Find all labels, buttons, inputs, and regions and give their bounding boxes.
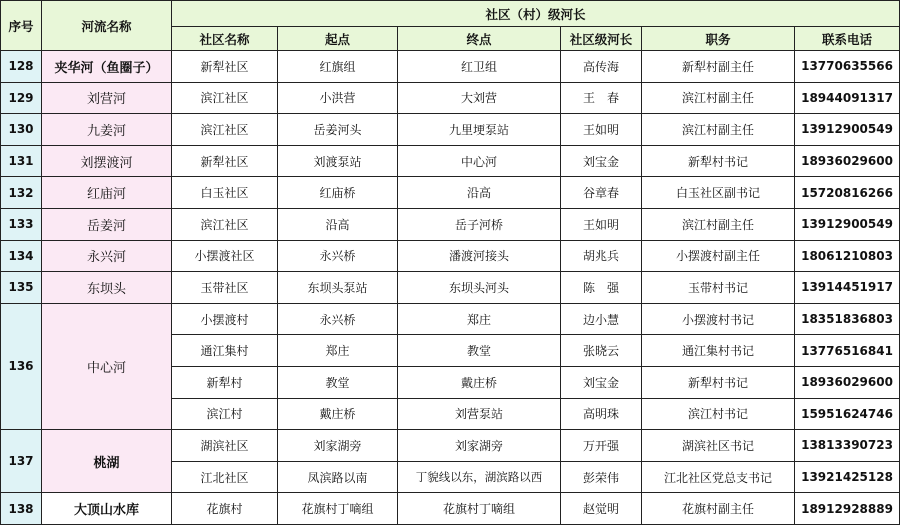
phone: 18351836803 [795, 303, 900, 335]
position: 玉带村书记 [642, 272, 795, 304]
row-index: 131 [1, 145, 42, 177]
phone: 13770635566 [795, 51, 900, 83]
start-point: 凤滨路以南 [278, 461, 398, 493]
community-name: 新犁村 [172, 366, 278, 398]
header-river-name: 河流名称 [42, 1, 172, 51]
position: 滨江村副主任 [642, 82, 795, 114]
phone: 13921425128 [795, 461, 900, 493]
start-point: 刘家湖旁 [278, 430, 398, 462]
community-name: 滨江社区 [172, 82, 278, 114]
position: 滨江村副主任 [642, 114, 795, 146]
row-index: 138 [1, 493, 42, 525]
community-name: 新犁社区 [172, 51, 278, 83]
position: 新犁村书记 [642, 145, 795, 177]
phone: 15720816266 [795, 177, 900, 209]
end-point: 九里埂泵站 [398, 114, 561, 146]
table-row [1, 177, 900, 209]
table-row [1, 82, 900, 114]
position: 湖滨社区书记 [642, 430, 795, 462]
table-row [1, 240, 900, 272]
row-index: 136 [1, 303, 42, 429]
chief-name: 边小慧 [561, 303, 642, 335]
river-name: 夹华河（鱼圈子） [42, 51, 172, 83]
position: 滨江村副主任 [642, 208, 795, 240]
river-name: 大顶山水库 [42, 493, 172, 525]
community-name: 小摆渡村 [172, 303, 278, 335]
community-name: 滨江村 [172, 398, 278, 430]
phone: 13912900549 [795, 208, 900, 240]
header-index: 序号 [1, 1, 42, 51]
end-point: 花旗村丁嘀组 [398, 493, 561, 525]
community-name: 滨江社区 [172, 208, 278, 240]
position: 小摆渡村副主任 [642, 240, 795, 272]
position: 江北社区党总支书记 [642, 461, 795, 493]
chief-name: 陈 强 [561, 272, 642, 304]
phone: 18944091317 [795, 82, 900, 114]
header-end: 终点 [398, 27, 561, 51]
chief-name: 高传海 [561, 51, 642, 83]
start-point: 刘渡泵站 [278, 145, 398, 177]
community-name: 湖滨社区 [172, 430, 278, 462]
row-index: 135 [1, 272, 42, 304]
phone: 18936029600 [795, 145, 900, 177]
phone: 13776516841 [795, 335, 900, 367]
chief-name: 王 春 [561, 82, 642, 114]
start-point: 红旗组 [278, 51, 398, 83]
end-point: 大刘营 [398, 82, 561, 114]
start-point: 红庙桥 [278, 177, 398, 209]
community-name: 通江集村 [172, 335, 278, 367]
end-point: 戴庄桥 [398, 366, 561, 398]
start-point: 戴庄桥 [278, 398, 398, 430]
row-index: 128 [1, 51, 42, 83]
community-name: 江北社区 [172, 461, 278, 493]
end-point: 教堂 [398, 335, 561, 367]
phone: 15951624746 [795, 398, 900, 430]
phone: 18912928889 [795, 493, 900, 525]
table-row [1, 303, 900, 335]
chief-name: 刘宝金 [561, 366, 642, 398]
river-name: 刘摆渡河 [42, 145, 172, 177]
river-name: 岳姜河 [42, 208, 172, 240]
end-point: 刘营泵站 [398, 398, 561, 430]
end-point: 东坝头河头 [398, 272, 561, 304]
river-name: 东坝头 [42, 272, 172, 304]
community-name: 滨江社区 [172, 114, 278, 146]
row-index: 137 [1, 430, 42, 493]
start-point: 永兴桥 [278, 303, 398, 335]
row-index: 134 [1, 240, 42, 272]
community-name: 玉带社区 [172, 272, 278, 304]
phone: 13912900549 [795, 114, 900, 146]
end-point: 刘家湖旁 [398, 430, 561, 462]
header-community: 社区名称 [172, 27, 278, 51]
river-name: 永兴河 [42, 240, 172, 272]
table-row [1, 208, 900, 240]
chief-name: 胡兆兵 [561, 240, 642, 272]
start-point: 沿高 [278, 208, 398, 240]
community-name: 新犁社区 [172, 145, 278, 177]
river-name: 九姜河 [42, 114, 172, 146]
table-row [1, 430, 900, 462]
start-point: 小洪营 [278, 82, 398, 114]
end-point: 沿高 [398, 177, 561, 209]
chief-name: 谷章春 [561, 177, 642, 209]
community-name: 白玉社区 [172, 177, 278, 209]
end-point: 岳子河桥 [398, 208, 561, 240]
header-group: 社区（村）级河长 [172, 1, 900, 27]
row-index: 133 [1, 208, 42, 240]
table-row [1, 114, 900, 146]
chief-name: 高明珠 [561, 398, 642, 430]
river-name: 刘营河 [42, 82, 172, 114]
table-row [1, 493, 900, 525]
start-point: 东坝头泵站 [278, 272, 398, 304]
start-point: 永兴桥 [278, 240, 398, 272]
position: 通江集村书记 [642, 335, 795, 367]
chief-name: 王如明 [561, 208, 642, 240]
header-chief: 社区级河长 [561, 27, 642, 51]
position: 小摆渡村书记 [642, 303, 795, 335]
position: 白玉社区副书记 [642, 177, 795, 209]
start-point: 岳姜河头 [278, 114, 398, 146]
position: 花旗村副主任 [642, 493, 795, 525]
table-row [1, 272, 900, 304]
river-name: 中心河 [42, 303, 172, 429]
end-point: 潘渡河接头 [398, 240, 561, 272]
chief-name: 张晓云 [561, 335, 642, 367]
header-start: 起点 [278, 27, 398, 51]
community-name: 花旗村 [172, 493, 278, 525]
row-index: 130 [1, 114, 42, 146]
river-name: 桃湖 [42, 430, 172, 493]
end-point: 丁貌线以东，湖滨路以西 [398, 461, 561, 493]
chief-name: 赵觉明 [561, 493, 642, 525]
row-index: 132 [1, 177, 42, 209]
position: 滨江村书记 [642, 398, 795, 430]
position: 新犁村副主任 [642, 51, 795, 83]
start-point: 教堂 [278, 366, 398, 398]
chief-name: 万开强 [561, 430, 642, 462]
phone: 13914451917 [795, 272, 900, 304]
river-name: 红庙河 [42, 177, 172, 209]
phone: 18936029600 [795, 366, 900, 398]
community-name: 小摆渡社区 [172, 240, 278, 272]
table-row [1, 51, 900, 83]
chief-name: 刘宝金 [561, 145, 642, 177]
chief-name: 彭荣伟 [561, 461, 642, 493]
end-point: 中心河 [398, 145, 561, 177]
table-row [1, 145, 900, 177]
end-point: 红卫组 [398, 51, 561, 83]
phone: 13813390723 [795, 430, 900, 462]
start-point: 郑庄 [278, 335, 398, 367]
end-point: 郑庄 [398, 303, 561, 335]
position: 新犁村书记 [642, 366, 795, 398]
row-index: 129 [1, 82, 42, 114]
header-row-top [1, 1, 900, 27]
header-position: 职务 [642, 27, 795, 51]
phone: 18061210803 [795, 240, 900, 272]
header-phone: 联系电话 [795, 27, 900, 51]
chief-name: 王如明 [561, 114, 642, 146]
start-point: 花旗村丁嘀组 [278, 493, 398, 525]
